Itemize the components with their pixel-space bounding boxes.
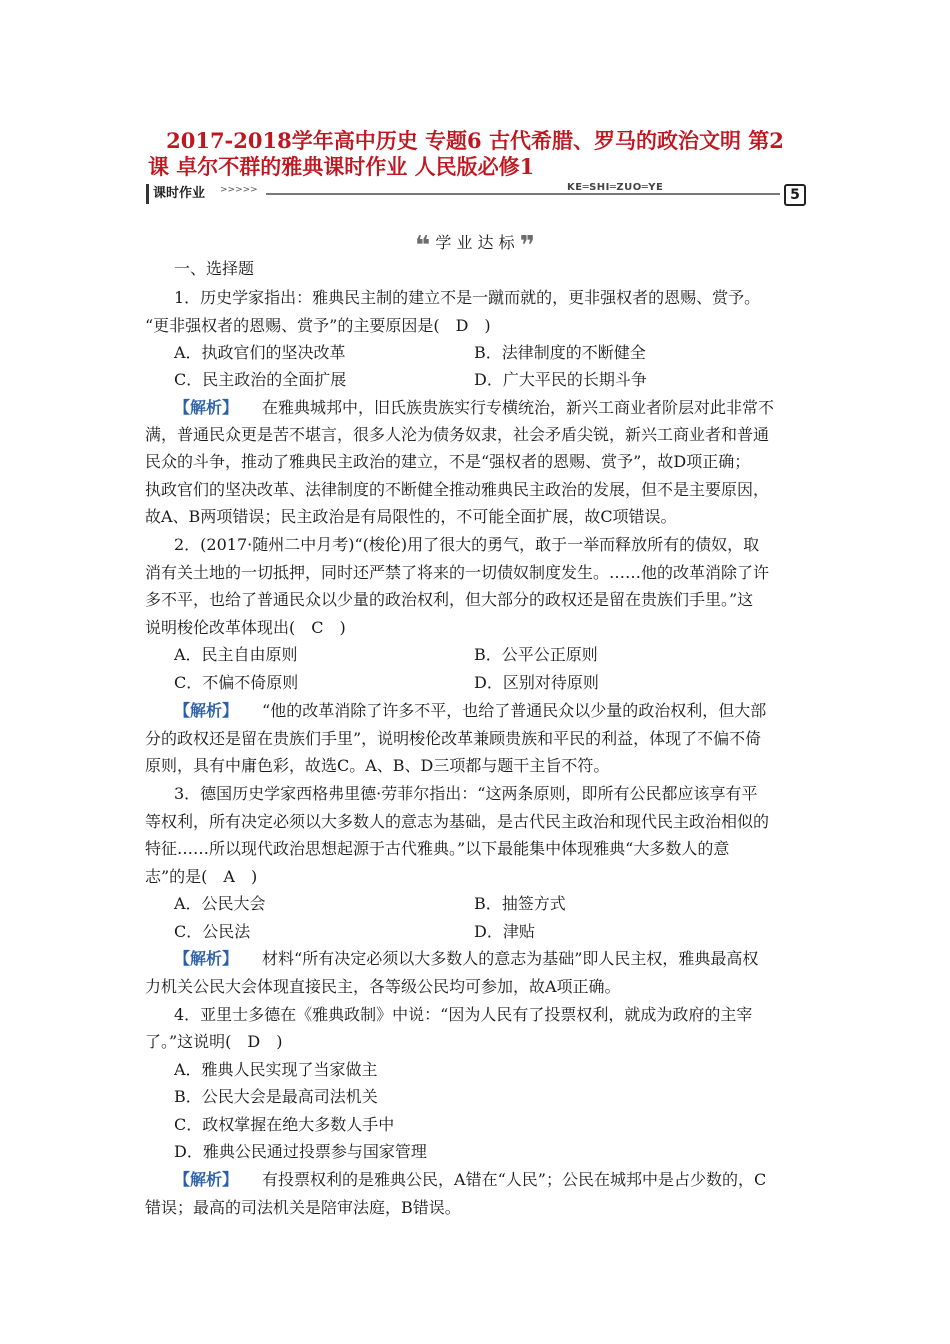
question-1-option-a: A．执政官们的坚决改革 — [174, 343, 346, 362]
analysis-3-line-2: 力机关公民大会体现直接民主，各等级公民均可参加，故A项正确。 — [145, 977, 621, 996]
question-1-option-b: B．法律制度的不断健全 — [474, 343, 646, 362]
question-2-option-b: B．公平公正原则 — [474, 645, 598, 664]
analysis-4-line-1: 【解析】 有投票权利的是雅典公民，A错在“人民”；公民在城邦中是占少数的，C — [174, 1170, 767, 1189]
homework-banner — [146, 184, 806, 204]
question-2-line-3: 多不平，也给了普通民众以少量的政治权利，但大部分的政权还是留在贵族们手里。”这 — [145, 590, 754, 609]
question-2-line-1: 2．(2017·随州二中月考)“(梭伦)用了很大的勇气，敢于一举而释放所有的债奴，取 — [174, 535, 760, 554]
question-1-line-1: 1．历史学家指出：雅典民主制的建立不是一蹴而就的，更非强权者的恩赐、赏予。 — [174, 288, 761, 307]
banner-label: 课时作业 — [146, 184, 209, 204]
question-4-line-1: 4．亚里士多德在《雅典政制》中说：“因为人民有了投票权利，就成为政府的主宰 — [174, 1005, 753, 1024]
question-1-option-c: C．民主政治的全面扩展 — [174, 370, 347, 389]
banner-arrows: >>>>> — [220, 185, 258, 195]
section-title: 学 业 达 标 — [435, 233, 515, 252]
question-2-option-d: D．区别对待原则 — [474, 673, 599, 692]
analysis-2-line-1: 【解析】 “他的改革消除了许多不平，也给了普通民众以少量的政治权利，但大部 — [174, 701, 767, 720]
open-quote-icon: ❝ — [415, 231, 431, 261]
analysis-label: 【解析】 — [174, 398, 231, 417]
document-title-line-2: 课 卓尔不群的雅典课时作业 人民版必修1 — [148, 154, 535, 179]
analysis-label: 【解析】 — [174, 701, 231, 720]
question-4-option-c: C．政权掌握在绝大多数人手中 — [174, 1115, 395, 1134]
analysis-2-line-2: 分的政权还是留在贵族们手里”，说明梭伦改革兼顾贵族和平民的利益，体现了不偏不倚 — [145, 729, 762, 748]
analysis-1-line-4: 执政官们的坚决改革、法律制度的不断健全推动雅典民主政治的发展，但不是主要原因， — [145, 480, 770, 499]
question-3-option-c: C．公民法 — [174, 922, 251, 941]
question-4-option-a: A．雅典人民实现了当家做主 — [174, 1060, 378, 1079]
question-1-line-2: “更非强权者的恩赐、赏予”的主要原因是( D ) — [145, 316, 491, 335]
question-2-line-2: 消有关土地的一切抵押，同时还严禁了将来的一切债奴制度发生。……他的改革消除了许 — [145, 563, 770, 582]
section-heading — [0, 230, 950, 261]
analysis-1-line-3: 民众的斗争，推动了雅典民主政治的建立，不是“强权者的恩赐、赏予”，故D项正确； — [145, 452, 751, 471]
question-3-option-d: D．津贴 — [474, 922, 535, 941]
question-3-option-b: B．抽签方式 — [474, 894, 566, 913]
question-4-option-d: D．雅典公民通过投票参与国家管理 — [174, 1142, 427, 1161]
banner-number: 5 — [784, 184, 806, 206]
analysis-1-line-2: 满，普通民众更是苦不堪言，很多人沦为债务奴隶，社会矛盾尖锐，新兴工商业者和普通 — [145, 425, 770, 444]
analysis-1-line-5: 故A、B两项错误；民主政治是有局限性的，不可能全面扩展，故C项错误。 — [145, 507, 677, 526]
question-3-line-3: 特征……所以现代政治思想起源于古代雅典。”以下最能集中体现雅典“大多数人的意 — [145, 839, 730, 858]
question-2-option-a: A．民主自由原则 — [174, 645, 298, 664]
question-3-line-2: 等权利，所有决定必须以大多数人的意志为基础，是古代民主政治和现代民主政治相似的 — [145, 812, 770, 831]
analysis-label: 【解析】 — [174, 1170, 231, 1189]
analysis-3-line-1: 【解析】 材料“所有决定必须以大多数人的意志为基础”即人民主权，雅典最高权 — [174, 949, 759, 968]
question-3-option-a: A．公民大会 — [174, 894, 266, 913]
banner-pinyin: KE═SHI═ZUO═YE — [561, 182, 669, 193]
part-heading: 一、选择题 — [174, 259, 255, 278]
question-2-line-4: 说明梭伦改革体现出( C ) — [145, 618, 346, 637]
question-3-line-1: 3．德国历史学家西格弗里德·劳菲尔指出：“这两条原则，即所有公民都应该享有平 — [174, 784, 758, 803]
analysis-1-line-1: 【解析】 在雅典城邦中，旧氏族贵族实行专横统治，新兴工商业者阶层对此非常不 — [174, 398, 775, 417]
question-2-option-c: C．不偏不倚原则 — [174, 673, 299, 692]
analysis-4-line-2: 错误；最高的司法机关是陪审法庭，B错误。 — [145, 1198, 461, 1217]
close-quote-icon: ❞ — [519, 231, 535, 261]
document-title-line-1: 2017-2018学年高中历史 专题6 古代希腊、罗马的政治文明 第2 — [166, 128, 784, 153]
banner-rule — [266, 193, 780, 195]
question-1-option-d: D．广大平民的长期斗争 — [474, 370, 647, 389]
analysis-2-line-3: 原则，具有中庸色彩，故选C。A、B、D三项都与题干主旨不符。 — [145, 756, 610, 775]
question-4-option-b: B．公民大会是最高司法机关 — [174, 1087, 378, 1106]
analysis-label: 【解析】 — [174, 949, 231, 968]
question-4-line-2: 了。”这说明( D ) — [145, 1032, 283, 1051]
question-3-line-4: 志”的是( A ) — [145, 867, 258, 886]
